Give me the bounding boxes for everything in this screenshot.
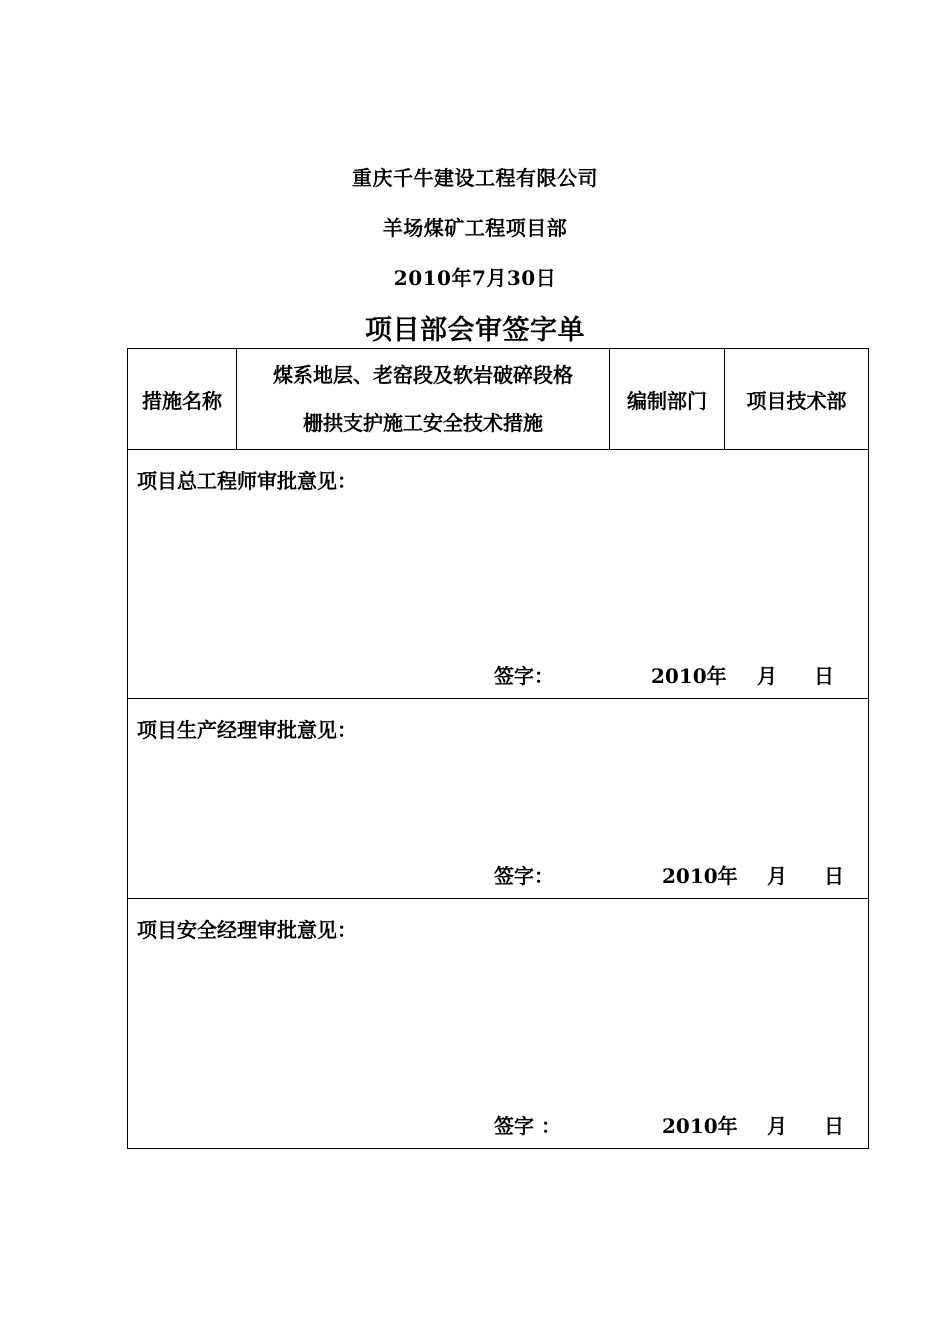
production-manager-signature-line	[128, 860, 869, 888]
measure-name-line1: 煤系地层、老窑段及软岩破碎段格	[273, 363, 573, 387]
sign-day: 日	[824, 1114, 844, 1138]
sign-day: 日	[814, 664, 834, 688]
document-date: 2010年7月30日	[393, 266, 557, 290]
document-title: 项目部会审签字单	[365, 315, 585, 346]
measure-label: 措施名称	[142, 388, 222, 413]
safety-manager-signature-line	[128, 1110, 869, 1138]
sign-year: 2010年	[662, 864, 738, 888]
safety-manager-cell[interactable]	[128, 899, 869, 1149]
chief-engineer-section	[128, 450, 869, 699]
project-department: 羊场煤矿工程项目部	[382, 216, 568, 240]
safety-manager-section	[128, 899, 869, 1149]
signature-label: 签字 ：	[494, 1114, 561, 1138]
chief-engineer-label: 项目总工程师审批意见：	[137, 469, 357, 493]
production-manager-label: 项目生产经理审批意见：	[137, 718, 357, 742]
sign-year: 2010年	[662, 1114, 738, 1138]
safety-manager-label: 项目安全经理审批意见：	[137, 918, 357, 942]
chief-engineer-signature-line	[128, 660, 869, 688]
dept-value-cell	[725, 349, 869, 450]
measure-name-cell	[237, 349, 610, 450]
info-row	[128, 349, 869, 450]
review-sign-table	[127, 348, 869, 1149]
company-name: 重庆千牛建设工程有限公司	[352, 166, 598, 190]
production-manager-cell[interactable]	[128, 699, 869, 899]
sign-day: 日	[824, 864, 844, 888]
sign-month: 月	[767, 864, 787, 888]
sign-month: 月	[767, 1114, 787, 1138]
sign-year: 2010年	[651, 664, 727, 688]
production-manager-section	[128, 699, 869, 899]
measure-name-line2: 栅拱支护施工安全技术措施	[303, 411, 543, 435]
sign-month: 月	[757, 664, 777, 688]
dept-label: 编制部门	[627, 388, 707, 413]
signature-label: 签字：	[494, 864, 554, 888]
dept-label-cell	[610, 349, 725, 450]
measure-label-cell	[128, 349, 237, 450]
dept-value: 项目技术部	[746, 388, 847, 413]
chief-engineer-cell[interactable]	[128, 450, 869, 699]
signature-label: 签字：	[494, 664, 554, 688]
